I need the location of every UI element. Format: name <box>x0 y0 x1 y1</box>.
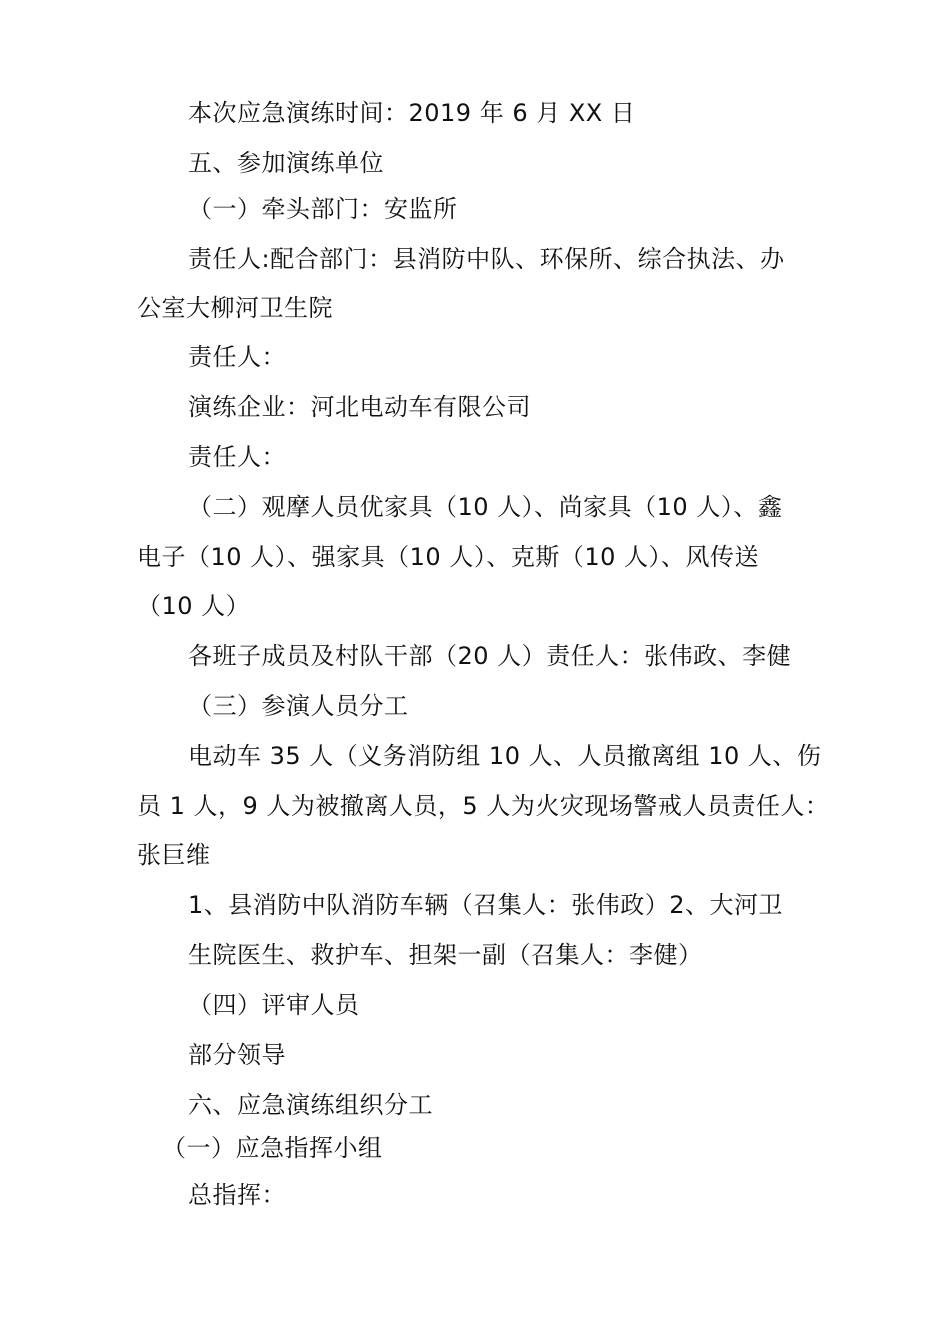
section-six-heading: 六、应急演练组织分工 <box>188 1091 433 1119</box>
commander-line: 总指挥： <box>188 1181 286 1209</box>
responsible-person-line-2: 责任人： <box>188 443 286 471</box>
reviewers-line: 部分领导 <box>188 1041 286 1069</box>
team-members-line: 各班子成员及村队干部（20 人）责任人：张伟政、李健 <box>188 642 792 670</box>
participants-line: 电动车 35 人（义务消防组 10 人、人员撤离组 10 人、伤 <box>188 742 822 770</box>
participants-line-end: 张巨维 <box>137 841 211 869</box>
cooperating-departments-line: 责任人:配合部门：县消防中队、环保所、综合执法、办 <box>188 245 785 273</box>
section-five-heading: 五、参加演练单位 <box>188 149 384 177</box>
participants-line-cont: 员 1 人，9 人为被撤离人员，5 人为火灾现场警戒人员责任人： <box>137 792 830 820</box>
medical-line: 生院医生、救护车、担架一副（召集人：李健） <box>188 941 703 969</box>
reviewers-heading: （四）评审人员 <box>188 991 360 1019</box>
observers-line-end: （10 人） <box>137 592 251 620</box>
vehicles-line: 1、县消防中队消防车辆（召集人：张伟政）2、大河卫 <box>188 891 784 919</box>
observers-line-cont: 电子（10 人）、强家具（10 人）、克斯（10 人）、风传送 <box>137 543 760 571</box>
drill-enterprise-line: 演练企业：河北电动车有限公司 <box>188 393 531 421</box>
drill-time-line: 本次应急演练时间：2019 年 6 月 XX 日 <box>188 99 636 127</box>
participant-division-heading: （三）参演人员分工 <box>188 692 409 720</box>
cooperating-departments-cont: 公室大柳河卫生院 <box>137 294 333 322</box>
observers-line: （二）观摩人员优家具（10 人）、尚家具（10 人）、鑫 <box>188 493 783 521</box>
lead-department-line: （一）牵头部门：安监所 <box>188 195 458 223</box>
command-group-heading: （一）应急指挥小组 <box>162 1134 383 1162</box>
responsible-person-line-1: 责任人： <box>188 343 286 371</box>
